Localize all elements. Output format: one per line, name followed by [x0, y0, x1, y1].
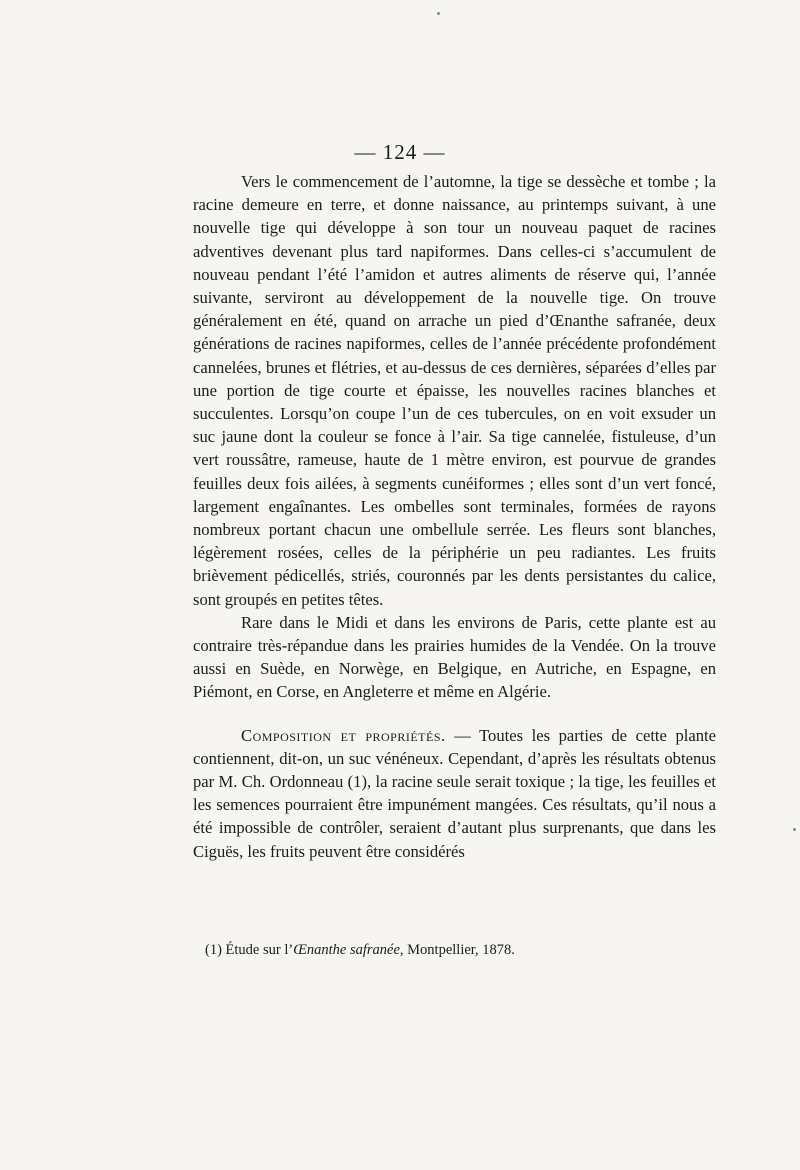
page-number: — 124 — — [354, 140, 446, 164]
body-text — [193, 170, 716, 863]
paper-speck — [793, 828, 796, 831]
footnote — [205, 940, 725, 960]
footnote-prefix: (1) Étude sur l’ — [205, 942, 294, 958]
paper-speck — [437, 12, 440, 15]
section-heading: Composition et propriétés. — [241, 725, 446, 745]
footnote-title: Œnanthe safranée — [293, 942, 400, 958]
paragraph-2: Rare dans le Midi et dans les environs de Paris, cette plante est au contraire très-répandue dans les prairies humides de la Vendée. On la trouve aussi en Suède, en Norwège, en Belgique, en Autriche, en Espagne, en Piémont, en Corse, en Angleterre et même en Algérie. — [193, 612, 716, 702]
paragraph-1: Vers le commencement de l’automne, la tige se dessèche et tombe ; la racine demeure en terre, et donne naissance, au printemps suivant, à une nouvelle tige qui développe à son tour un nouveau paquet de racines adventives devenant plus tard napiformes. Dans celles-ci s’accumulent de nouveau pendant l’été l’amidon et autres aliments de réserve qui, l’année suivante, serviront au développement de la nouvelle tige. On trouve généralement en été, quand on arrache un pied d’Œnanthe safranée, deux générations de racines napiformes, celles de l’année précédente profondément cannelées, brunes et flétries, et au-dessus de ces dernières, séparées d’elles par une portion de tige courte et épaisse, les nouvelles racines blanches et succulentes. Lorsqu’on coupe l’un de ces tubercules, on en voit exsuder un suc jaune dont la couleur se fonce à l’air. Sa tige cannelée, fistuleuse, d’un vert roussâtre, rameuse, haute de 1 mètre environ, est pourvue de grandes feuilles deux fois ailées, à segments cunéiformes ; elles sont d’un vert foncé, largement engaînantes. Les ombelles sont terminales, formées de rayons nombreux portant chacun une ombellule serrée. Les fleurs sont blanches, légèrement rosées, celles de la périphérie un peu radiantes. Les fruits brièvement pédicellés, striés, couronnés par les dents persistantes du calice, sont groupés en petites têtes. — [193, 172, 716, 609]
section-text: — Toutes les parties de cette plante contiennent, dit-on, un suc vénéneux. Cependant, d’après les résultats obtenus par M. Ch. Ordonneau (1), la racine seule serait toxique ; la tige, les feuilles et les semences pourraient être impunément mangées. Ces résultats, qu’il nous a été impossible de contrôler, seraient d’autant plus surprenants, que dans les Ciguës, les fruits peuvent être considérés — [193, 725, 717, 861]
section-paragraph — [193, 724, 716, 863]
footnote-suffix: , Montpellier, 1878. — [399, 942, 515, 958]
